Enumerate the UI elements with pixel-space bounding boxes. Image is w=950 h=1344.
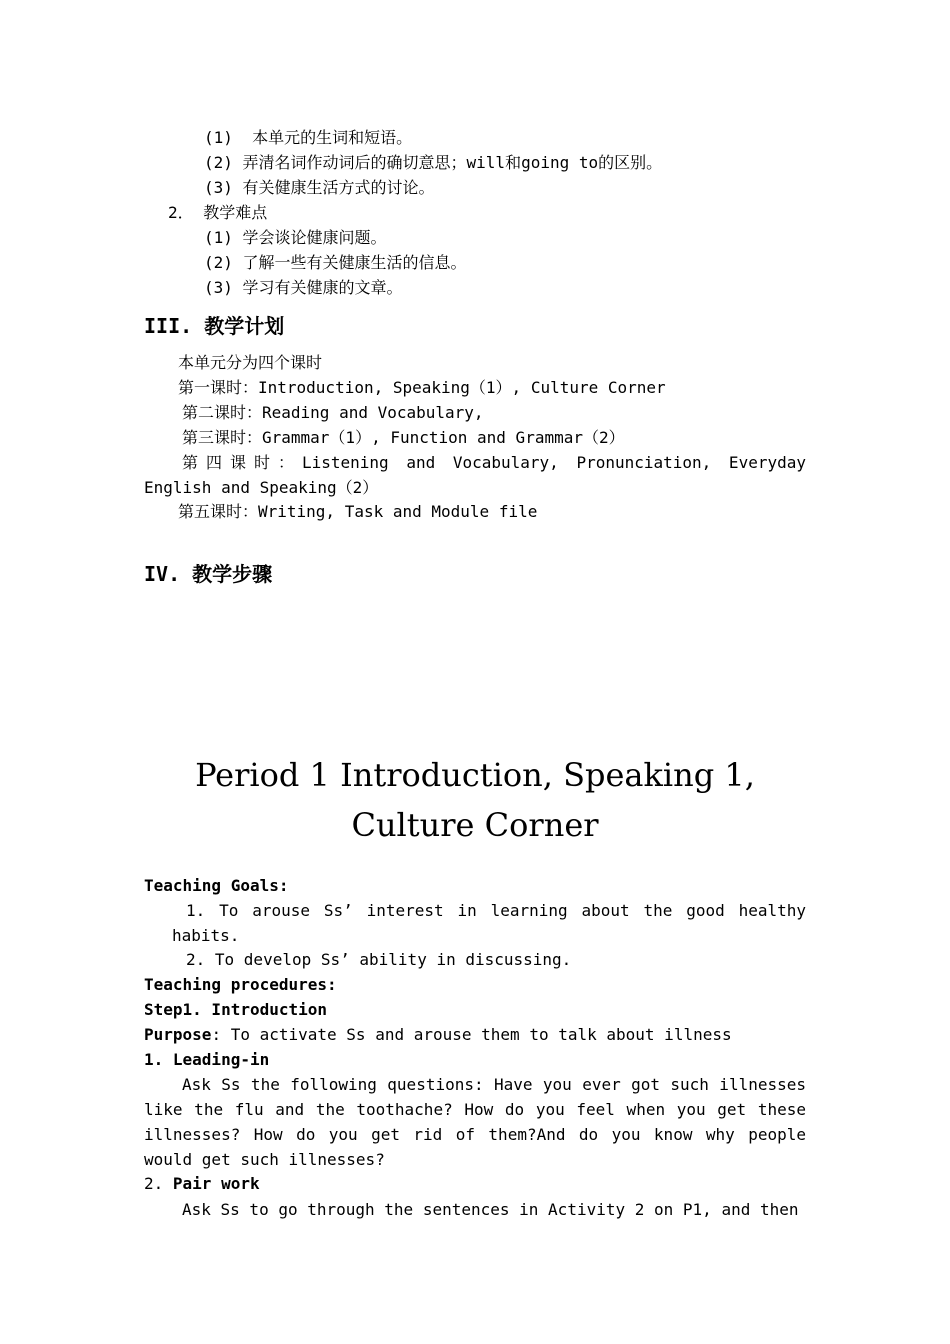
difficulty-2: (2) 了解一些有关健康生活的信息。 bbox=[204, 253, 467, 272]
difficulties-heading: 2． 教学难点 bbox=[168, 203, 268, 222]
leading-in-label: 1. Leading-in bbox=[144, 1050, 270, 1069]
pair-work-text: Ask Ss to go through the sentences in Activity 2 on P1, and then bbox=[182, 1200, 799, 1219]
plan-heading: III. 教学计划 bbox=[144, 314, 285, 338]
procedures-label: Teaching procedures: bbox=[144, 975, 337, 994]
difficulty-3: (3) 学习有关健康的文章。 bbox=[204, 278, 403, 297]
key-point-3: (3) 有关健康生活方式的讨论。 bbox=[204, 178, 435, 197]
purpose-line bbox=[144, 1025, 732, 1045]
goals-label: Teaching Goals: bbox=[144, 876, 289, 895]
difficulty-1: (1) 学会谈论健康问题。 bbox=[204, 228, 387, 247]
period1-title-line1: Period 1 Introduction, Speaking 1, bbox=[195, 756, 755, 794]
pair-work-number: 2. bbox=[144, 1174, 173, 1193]
leading-in-text: Ask Ss the following questions: Have you ever got such illnesses like the flu and the toothache? How do you feel when you get these illnesses? How do you get rid of them?And do you know why people would get such illnesses? bbox=[144, 1075, 806, 1169]
step1-label: Step1. Introduction bbox=[144, 1000, 328, 1019]
purpose-text: : To activate Ss and arouse them to talk about illness bbox=[211, 1025, 732, 1044]
plan-period-1: 第一课时：Introduction, Speaking（1）, Culture Corner bbox=[178, 378, 666, 397]
purpose-label: Purpose bbox=[144, 1025, 212, 1044]
pair-work-line bbox=[144, 1174, 260, 1194]
plan-intro: 本单元分为四个课时 bbox=[178, 353, 323, 372]
key-point-1: (1) 本单元的生词和短语。 bbox=[204, 128, 413, 147]
plan-period-4: 第四课时：Listening and Vocabulary, Pronunciation, Everyday English and Speaking（2） bbox=[144, 453, 806, 497]
pair-work-label: Pair work bbox=[172, 1174, 260, 1193]
key-point-2: (2) 弄清名词作动词后的确切意思；will和going to的区别。 bbox=[204, 153, 663, 172]
goal-2: 2. To develop Ss’ ability in discussing. bbox=[186, 950, 572, 969]
steps-heading: IV. 教学步骤 bbox=[144, 562, 273, 586]
goal-1: 1. To arouse Ss’ interest in learning about the good healthy habits. bbox=[172, 901, 806, 945]
period1-title-line2: Culture Corner bbox=[351, 806, 599, 844]
plan-period-2: 第二课时：Reading and Vocabulary, bbox=[182, 403, 484, 422]
plan-period-3: 第三课时：Grammar（1）, Function and Grammar（2） bbox=[182, 428, 625, 447]
plan-period-5: 第五课时：Writing, Task and Module file bbox=[178, 502, 538, 521]
